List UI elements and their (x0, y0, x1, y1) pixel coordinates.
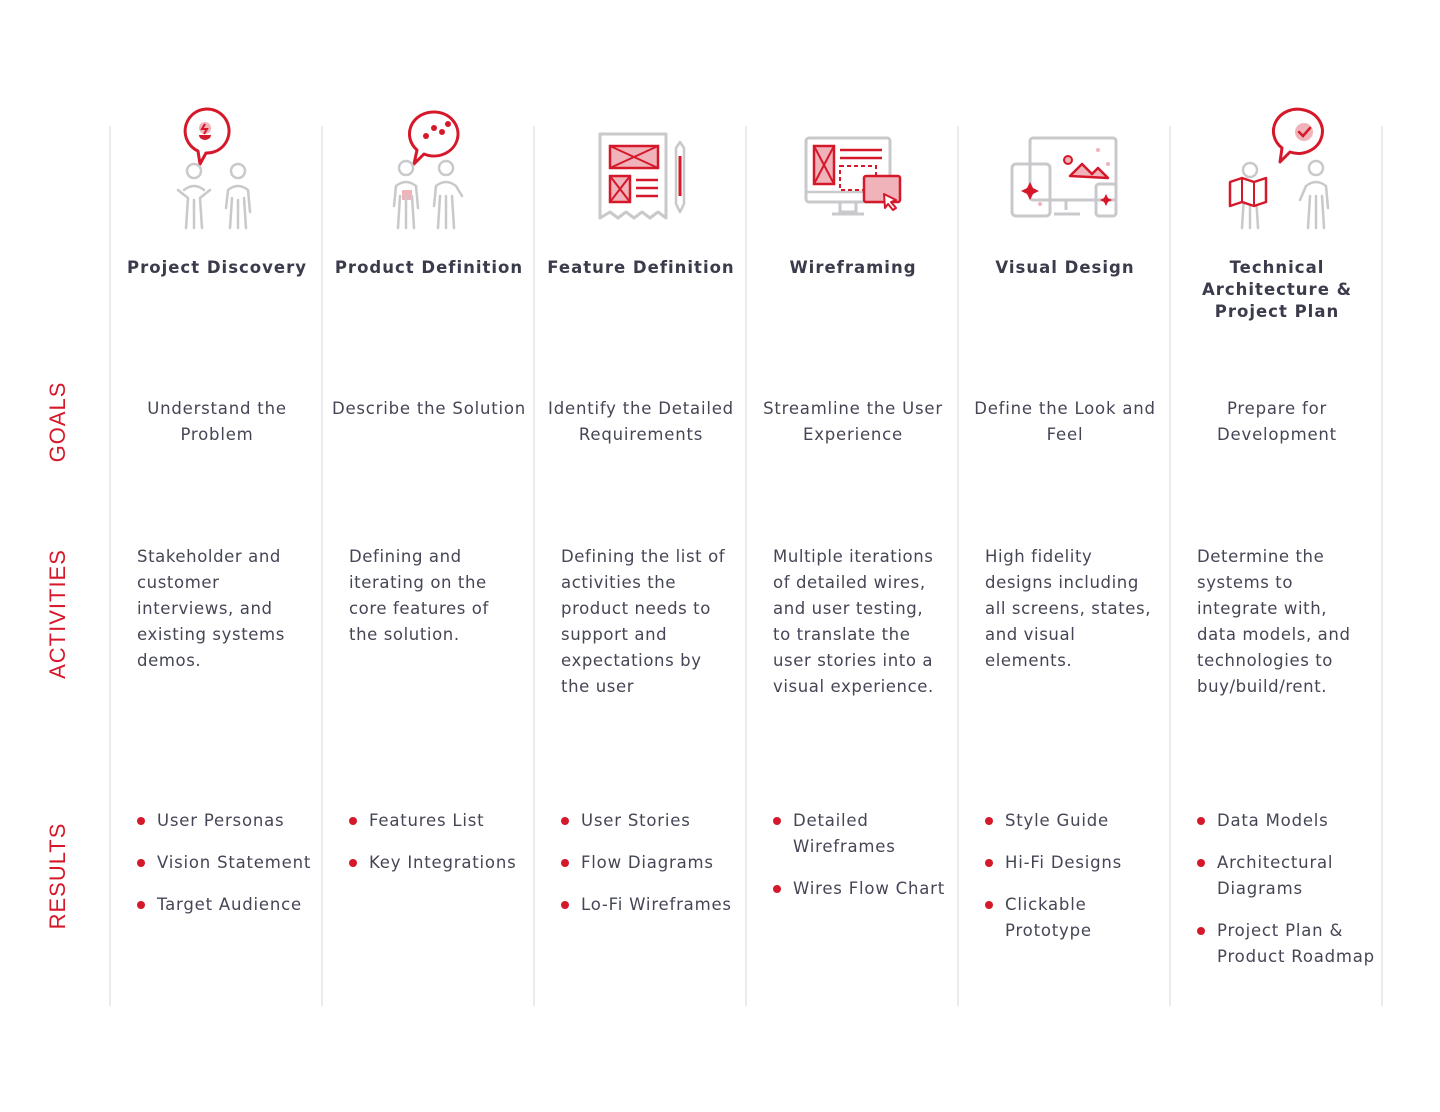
result-item-label: Clickable Prototype (1005, 895, 1092, 940)
phase-column-product-definition (323, 100, 535, 1000)
phase-title: Wireframing (789, 258, 917, 277)
phase-results-list (561, 808, 741, 934)
phase-title: Product Definition (334, 258, 524, 277)
phase-activity: Determine the systems to integrate with, data models, and technologies to buy/build/rent. (1197, 547, 1351, 696)
phase-results-list (137, 808, 317, 934)
result-item (349, 850, 529, 876)
result-item (985, 808, 1165, 834)
result-item-label: Wires Flow Chart (793, 879, 946, 898)
result-item (349, 808, 529, 834)
phase-title: Technical Architecture & Project Plan (1201, 258, 1353, 321)
phase-goal: Prepare for Development (1217, 399, 1337, 444)
phase-title: Feature Definition (547, 258, 735, 277)
result-item (137, 850, 317, 876)
document-pencil-icon (535, 104, 747, 234)
result-item-label: Detailed Wireframes (793, 811, 896, 856)
result-item (561, 850, 741, 876)
result-item (1197, 808, 1377, 834)
bullet-dot-icon (137, 817, 145, 825)
phase-activity: Multiple iterations of detailed wires, and user testing, to translate the user stories into a visual experience. (773, 547, 934, 696)
result-item-label: Features List (369, 811, 485, 830)
phase-column-wireframing (747, 100, 959, 1000)
row-label-results: RESULTS (45, 822, 70, 930)
wireframe-monitor-icon (747, 104, 959, 234)
phase-results-list (349, 808, 529, 892)
phase-results-list (1197, 808, 1377, 986)
bullet-dot-icon (985, 859, 993, 867)
row-label-goals: GOALS (45, 381, 70, 463)
bullet-dot-icon (561, 859, 569, 867)
phase-column-visual-design (959, 100, 1171, 1000)
result-item-label: Project Plan & Product Roadmap (1217, 921, 1375, 966)
phase-goal: Streamline the User Experience (763, 399, 943, 444)
phase-title: Project Discovery (127, 258, 307, 277)
bullet-dot-icon (985, 901, 993, 909)
result-item-label: Hi-Fi Designs (1005, 853, 1123, 872)
bullet-dot-icon (349, 817, 357, 825)
result-item (773, 876, 953, 902)
product-definition-people-icon (323, 104, 535, 234)
phase-column-technical-architecture (1171, 100, 1383, 1000)
bullet-dot-icon (985, 817, 993, 825)
phase-column-project-discovery (111, 100, 323, 1000)
bullet-dot-icon (561, 817, 569, 825)
result-item (137, 892, 317, 918)
result-item (1197, 850, 1377, 902)
result-item-label: Flow Diagrams (581, 853, 714, 872)
phase-title: Visual Design (995, 258, 1135, 277)
phase-results-list (773, 808, 953, 918)
result-item (985, 892, 1165, 944)
result-item (561, 892, 741, 918)
phase-goal: Define the Look and Feel (974, 399, 1156, 444)
phase-goal: Identify the Detailed Requirements (548, 399, 734, 444)
result-item-label: User Stories (581, 811, 691, 830)
result-item-label: Target Audience (157, 895, 302, 914)
phase-activity: High fidelity designs including all screens, states, and visual elements. (985, 547, 1152, 670)
result-item-label: Lo-Fi Wireframes (581, 895, 732, 914)
devices-design-icon (959, 104, 1171, 234)
phase-activity: Defining the list of activities the product needs to support and expectations by the user (561, 547, 726, 696)
result-item (773, 808, 953, 860)
bullet-dot-icon (1197, 817, 1205, 825)
bullet-dot-icon (773, 817, 781, 825)
bullet-dot-icon (1197, 859, 1205, 867)
phase-column-feature-definition (535, 100, 747, 1000)
row-label-activities: ACTIVITIES (45, 549, 70, 679)
result-item-label: Style Guide (1005, 811, 1109, 830)
result-item-label: Vision Statement (157, 853, 312, 872)
result-item (137, 808, 317, 834)
phase-activity: Defining and iterating on the core features of the solution. (349, 547, 489, 644)
result-item-label: User Personas (157, 811, 285, 830)
phase-activity: Stakeholder and customer interviews, and existing systems demos. (137, 547, 285, 670)
map-people-icon (1171, 104, 1383, 234)
result-item (985, 850, 1165, 876)
phase-goal: Describe the Solution (331, 399, 527, 418)
bullet-dot-icon (137, 859, 145, 867)
result-item-label: Architectural Diagrams (1217, 853, 1334, 898)
bullet-dot-icon (773, 885, 781, 893)
phase-results-list (985, 808, 1165, 960)
bullet-dot-icon (1197, 927, 1205, 935)
bullet-dot-icon (561, 901, 569, 909)
bullet-dot-icon (349, 859, 357, 867)
bullet-dot-icon (137, 901, 145, 909)
result-item-label: Key Integrations (369, 853, 517, 872)
discovery-people-icon (111, 104, 323, 234)
phase-goal: Understand the Problem (147, 399, 287, 444)
result-item (561, 808, 741, 834)
result-item (1197, 918, 1377, 970)
result-item-label: Data Models (1217, 811, 1329, 830)
